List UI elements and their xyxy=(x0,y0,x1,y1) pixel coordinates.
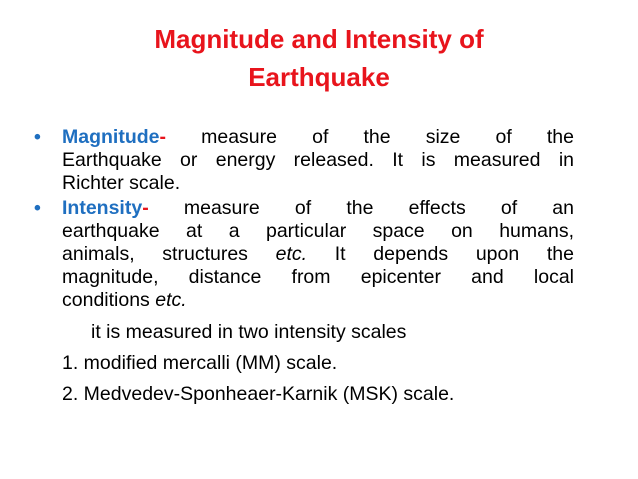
term-dash: - xyxy=(159,126,166,148)
bullet-line xyxy=(62,126,574,149)
bullet-text: It depends upon the xyxy=(334,243,574,265)
term-dash: - xyxy=(142,197,149,219)
term-magnitude: Magnitude xyxy=(62,126,160,148)
bullet-magnitude xyxy=(34,126,574,195)
bullet-line xyxy=(62,197,574,220)
bullet-intensity xyxy=(34,197,574,312)
bullet-line: magnitude, distance from epicenter and local xyxy=(62,266,574,288)
list-item-mm-scale: 1. modified mercalli (MM) scale. xyxy=(62,352,338,374)
slide-title xyxy=(60,20,578,96)
intensity-scales-note: it is measured in two intensity scales xyxy=(91,321,407,343)
bullet-line: Earthquake or energy released. It is measured in xyxy=(62,149,574,171)
bullet-text: measure of the size of the xyxy=(201,126,575,148)
title-line-2: Earthquake xyxy=(248,62,390,92)
title-line-1: Magnitude and Intensity of xyxy=(154,24,484,54)
bullet-marker: • xyxy=(34,197,41,219)
bullet-text-italic: etc. xyxy=(275,243,308,265)
bullet-line: earthquake at a particular space on humans, xyxy=(62,220,574,242)
slide-body xyxy=(34,126,574,406)
bullet-text: conditions xyxy=(62,289,150,311)
bullet-marker: • xyxy=(34,126,41,148)
bullet-text-italic: etc. xyxy=(155,289,187,311)
bullet-line xyxy=(62,243,574,266)
bullet-line: Richter scale. xyxy=(62,172,181,194)
list-item-msk-scale: 2. Medvedev-Sponheaer-Karnik (MSK) scale. xyxy=(62,383,455,405)
bullet-line xyxy=(62,289,574,312)
bullet-text: animals, structures xyxy=(62,243,248,265)
term-intensity: Intensity xyxy=(62,197,143,219)
bullet-text: measure of the effects of an xyxy=(183,197,574,219)
